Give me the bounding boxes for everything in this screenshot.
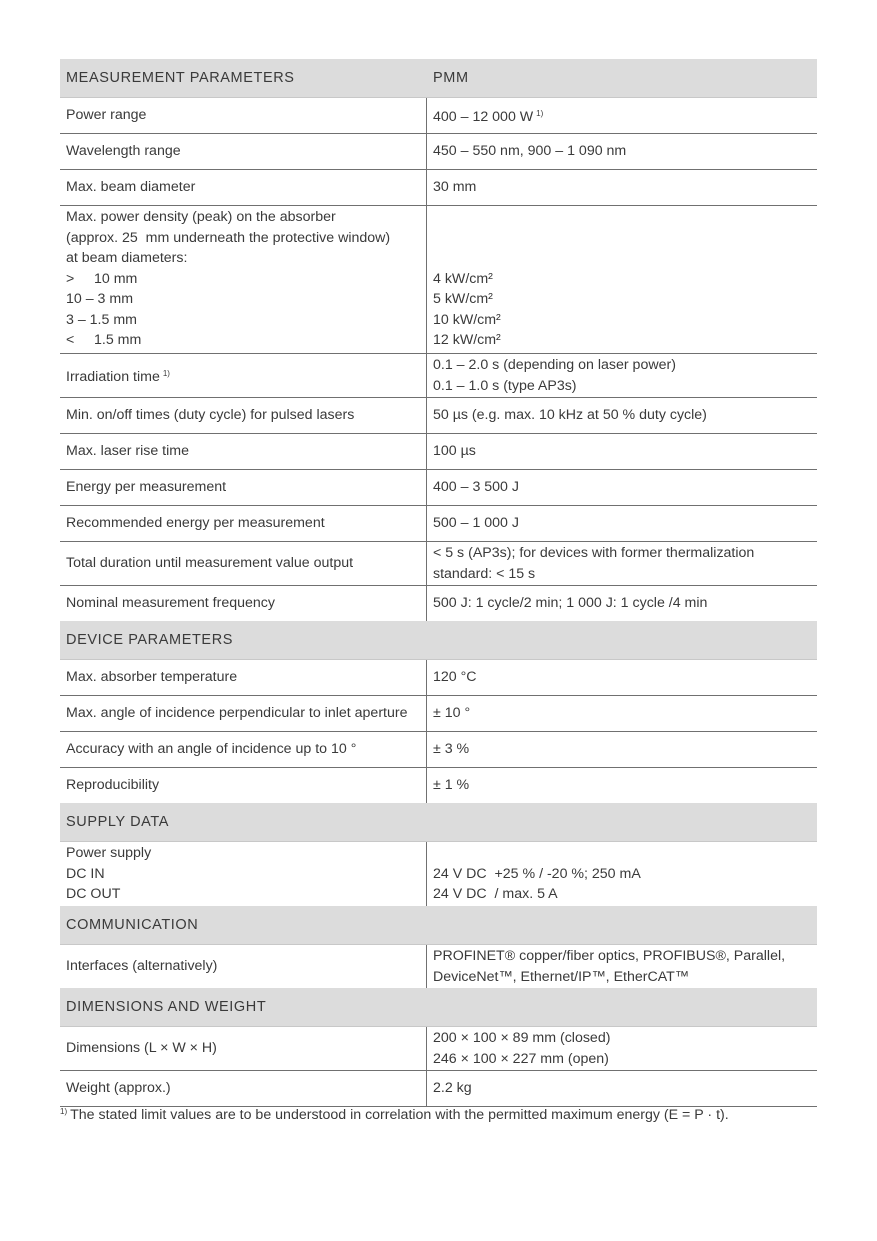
row-power-range	[60, 98, 817, 134]
row-value: 120 °C	[433, 669, 477, 686]
row-label-line: at beam diameters:	[66, 250, 188, 266]
row-label: Irradiation time	[66, 368, 160, 385]
footnote-marker: 1)	[60, 1107, 68, 1116]
row-value-line: standard: < 15 s	[433, 565, 536, 582]
row-wavelength	[60, 134, 817, 170]
section-header-device	[60, 621, 817, 660]
row-reproducibility	[60, 768, 817, 803]
row-label-line: Power supply	[66, 845, 152, 861]
section-title: DEVICE PARAMETERS	[66, 632, 234, 648]
row-recommended-energy	[60, 506, 817, 542]
row-label-line: > 10 mm	[66, 270, 138, 287]
section-header-dimensions	[60, 988, 817, 1027]
row-label: Recommended energy per measurement	[66, 515, 325, 532]
row-label: Energy per measurement	[66, 479, 227, 496]
row-label-line: < 1.5 mm	[66, 332, 142, 348]
model-name: PMM	[433, 70, 469, 86]
row-value: 50 µs (e.g. max. 10 kHz at 50 % duty cycle)	[433, 407, 707, 424]
row-value-line: 0.1 – 1.0 s (type AP3s)	[433, 377, 577, 394]
row-label: Accuracy with an angle of incidence up to 10 °	[66, 741, 357, 758]
row-value-line: 24 V DC / max. 5 A	[433, 886, 558, 902]
row-interfaces	[60, 945, 817, 988]
row-label-line: 10 – 3 mm	[66, 291, 134, 307]
row-label: Max. beam diameter	[66, 179, 196, 196]
section-header-measurement	[60, 59, 817, 98]
section-title: DIMENSIONS AND WEIGHT	[66, 999, 267, 1015]
row-power-supply	[60, 842, 817, 906]
row-value: 500 J: 1 cycle/2 min; 1 000 J: 1 cycle /4 min	[433, 595, 708, 612]
row-value: 400 – 12 000 W	[433, 108, 534, 125]
row-value-line: DeviceNet™, Ethernet/IP™, EtherCAT™	[433, 968, 689, 985]
row-label: Nominal measurement frequency	[66, 595, 275, 612]
row-value-line: 5 kW/cm²	[433, 291, 493, 307]
row-label: Dimensions (L × W × H)	[66, 1040, 217, 1057]
row-label-line: 3 – 1.5 mm	[66, 311, 137, 328]
section-header-communication	[60, 906, 817, 945]
row-label: Interfaces (alternatively)	[66, 958, 218, 975]
row-label: Power range	[66, 107, 147, 124]
row-label: Max. laser rise time	[66, 443, 189, 460]
row-value-line: < 5 s (AP3s); for devices with former thermalization	[433, 545, 755, 561]
row-angle	[60, 696, 817, 732]
section-title: COMMUNICATION	[66, 917, 199, 933]
row-value-line: 10 kW/cm²	[433, 311, 501, 328]
row-value: 100 µs	[433, 443, 476, 460]
spec-table	[60, 59, 817, 1107]
row-value-line: 200 × 100 × 89 mm (closed)	[433, 1030, 611, 1046]
row-label: Reproducibility	[66, 777, 160, 794]
section-title: SUPPLY DATA	[66, 814, 170, 830]
row-weight	[60, 1071, 817, 1107]
row-value: 500 – 1 000 J	[433, 515, 519, 532]
row-label: Min. on/off times (duty cycle) for pulsed lasers	[66, 407, 355, 424]
row-label: Max. angle of incidence perpendicular to inlet aperture	[66, 705, 408, 722]
row-label-line: DC IN	[66, 865, 105, 882]
row-value: 400 – 3 500 J	[433, 479, 519, 496]
row-value: ± 1 %	[433, 777, 470, 794]
row-accuracy	[60, 732, 817, 768]
row-value-line: 246 × 100 × 227 mm (open)	[433, 1050, 609, 1067]
row-beam-diameter	[60, 170, 817, 206]
row-value: 30 mm	[433, 179, 477, 196]
row-value-line: 4 kW/cm²	[433, 270, 493, 287]
row-rise-time	[60, 434, 817, 470]
row-label: Wavelength range	[66, 143, 181, 160]
row-label-line: (approx. 25 mm underneath the protective window)	[66, 229, 391, 246]
footnote-text: The stated limit values are to be understood in correlation with the permitted maximum energy (E = P · t).	[70, 1107, 729, 1123]
section-header-supply	[60, 803, 817, 842]
row-value: 2.2 kg	[433, 1080, 472, 1097]
row-label: Weight (approx.)	[66, 1080, 171, 1097]
row-value: ± 10 °	[433, 705, 471, 722]
row-label-line: Max. power density (peak) on the absorber	[66, 209, 336, 225]
row-label: Total duration until measurement value output	[66, 555, 354, 572]
row-value-line: 0.1 – 2.0 s (depending on laser power)	[433, 357, 676, 373]
row-duration	[60, 542, 817, 586]
row-label: Max. absorber temperature	[66, 669, 238, 686]
footnote-ref: 1)	[162, 368, 170, 378]
row-label-line: DC OUT	[66, 886, 121, 902]
row-value-line: 24 V DC +25 % / -20 %; 250 mA	[433, 865, 641, 882]
row-value-line: 12 kW/cm²	[433, 332, 501, 348]
row-value: ± 3 %	[433, 741, 470, 758]
row-absorber-temp	[60, 660, 817, 696]
footnote-ref: 1)	[536, 108, 544, 118]
row-value: 450 – 550 nm, 900 – 1 090 nm	[433, 143, 627, 160]
row-frequency	[60, 586, 817, 621]
row-dimensions	[60, 1027, 817, 1071]
section-title: MEASUREMENT PARAMETERS	[66, 70, 295, 86]
row-irradiation	[60, 354, 817, 398]
footnote	[60, 1107, 729, 1123]
row-duty-cycle	[60, 398, 817, 434]
row-power-density	[60, 206, 817, 354]
row-value-line: PROFINET® copper/fiber optics, PROFIBUS®, Parallel,	[433, 948, 786, 964]
row-energy	[60, 470, 817, 506]
